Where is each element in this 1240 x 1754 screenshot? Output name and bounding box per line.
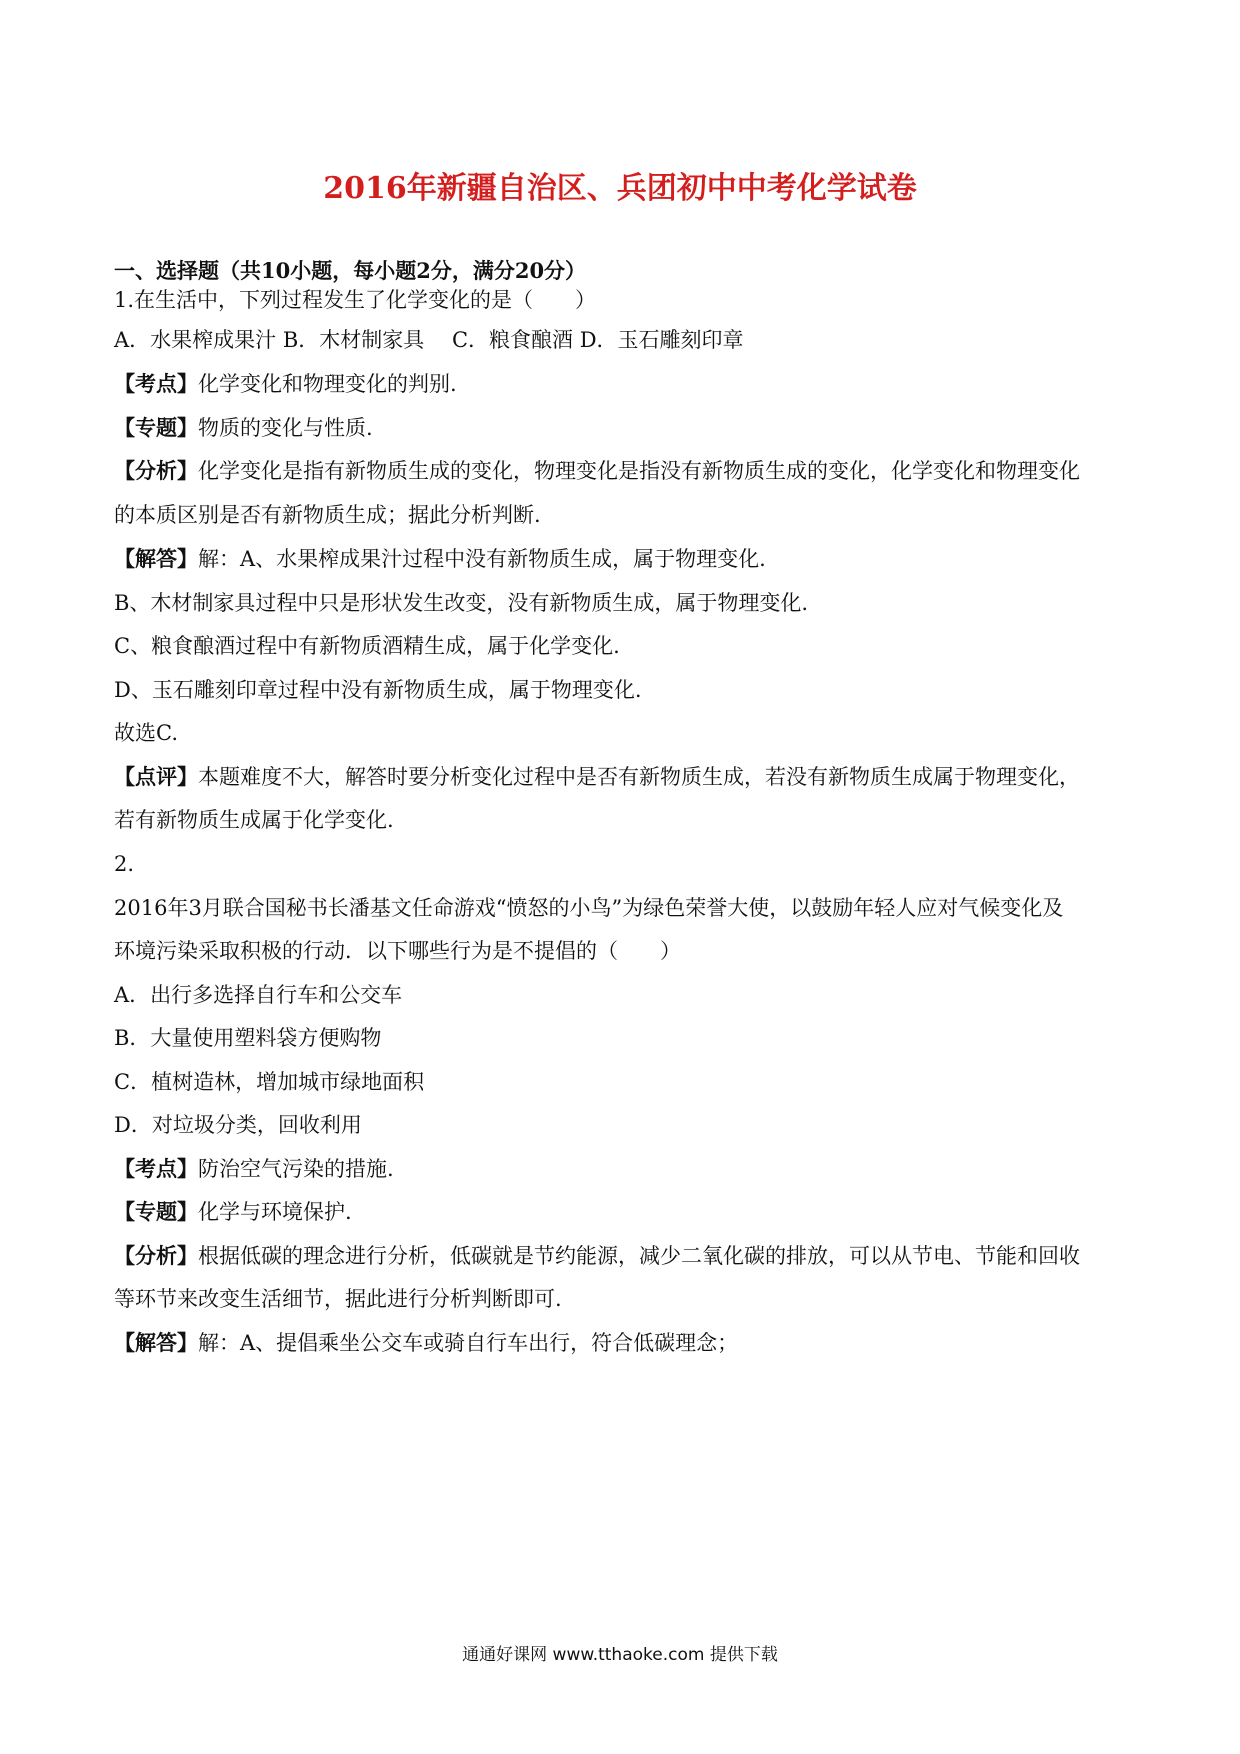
q1-jieda-d: D、玉石雕刻印章过程中没有新物质生成，属于物理变化. bbox=[114, 678, 642, 702]
q2-fenxi-cont: 等环节来改变生活细节，据此进行分析判断即可. bbox=[114, 1287, 562, 1311]
q1-stem: 1.在生活中，下列过程发生了化学变化的是（ ） bbox=[114, 288, 597, 312]
jieda-tag: 【解答】 bbox=[114, 546, 198, 571]
q2-kaodian bbox=[114, 1154, 394, 1184]
q1-answer: 故选C. bbox=[114, 721, 178, 745]
dianping-tag: 【点评】 bbox=[114, 764, 198, 789]
q1-kaodian bbox=[114, 369, 457, 399]
fenxi-text: 根据低碳的理念进行分析，低碳就是节约能源，减少二氧化碳的排放，可以从节电、节能和回收 bbox=[198, 1244, 1080, 1268]
fenxi-tag: 【分析】 bbox=[114, 1243, 198, 1268]
q2-stem-cont: 环境污染采取积极的行动．以下哪些行为是不提倡的（ ） bbox=[114, 939, 681, 963]
q2-number: 2. bbox=[114, 852, 135, 876]
jieda-text: 解：A、水果榨成果汁过程中没有新物质生成，属于物理变化. bbox=[198, 547, 766, 571]
document-title: 2016年新疆自治区、兵团初中中考化学试卷 bbox=[323, 171, 917, 206]
q2-option-b: B．大量使用塑料袋方便购物 bbox=[114, 1026, 382, 1050]
q2-zhuanti bbox=[114, 1197, 352, 1227]
jieda-tag: 【解答】 bbox=[114, 1330, 198, 1355]
kaodian-text: 防治空气污染的措施. bbox=[198, 1157, 394, 1181]
dianping-text: 本题难度不大，解答时要分析变化过程中是否有新物质生成，若没有新物质生成属于物理变化， bbox=[198, 765, 1080, 789]
q2-option-c: C．植树造林，增加城市绿地面积 bbox=[114, 1070, 425, 1094]
jieda-text: 解：A、提倡乘坐公交车或骑自行车出行，符合低碳理念； bbox=[198, 1331, 739, 1355]
kaodian-text: 化学变化和物理变化的判别. bbox=[198, 372, 457, 396]
section-heading: 一、选择题（共10小题，每小题2分，满分20分） bbox=[114, 258, 587, 283]
fenxi-text: 化学变化是指有新物质生成的变化，物理变化是指没有新物质生成的变化，化学变化和物理变化 bbox=[198, 459, 1080, 483]
q2-jieda bbox=[114, 1328, 738, 1358]
q1-dianping bbox=[114, 762, 1080, 792]
q2-option-d: D．对垃圾分类，回收利用 bbox=[114, 1113, 362, 1137]
zhuanti-text: 化学与环境保护. bbox=[198, 1200, 352, 1224]
q1-zhuanti bbox=[114, 413, 373, 443]
q1-fenxi-cont: 的本质区别是否有新物质生成；据此分析判断. bbox=[114, 503, 541, 527]
fenxi-tag: 【分析】 bbox=[114, 458, 198, 483]
q1-options: A．水果榨成果汁 B．木材制家具 C．粮食酿酒 D．玉石雕刻印章 bbox=[114, 328, 744, 352]
q2-stem: 2016年3月联合国秘书长潘基文任命游戏“愤怒的小鸟”为绿色荣誉大使，以鼓励年轻人应对气候变化及 bbox=[114, 896, 1064, 920]
q2-fenxi bbox=[114, 1241, 1080, 1271]
q1-dianping-cont: 若有新物质生成属于化学变化. bbox=[114, 808, 394, 832]
zhuanti-tag: 【专题】 bbox=[114, 415, 198, 440]
q1-jieda bbox=[114, 544, 766, 574]
q2-option-a: A．出行多选择自行车和公交车 bbox=[114, 983, 403, 1007]
kaodian-tag: 【考点】 bbox=[114, 1156, 198, 1181]
q1-jieda-b: B、木材制家具过程中只是形状发生改变，没有新物质生成，属于物理变化. bbox=[114, 591, 809, 615]
page-footer: 通通好课网 www.tthaoke.com 提供下载 bbox=[462, 1645, 778, 1665]
kaodian-tag: 【考点】 bbox=[114, 371, 198, 396]
q1-fenxi bbox=[114, 456, 1080, 486]
zhuanti-tag: 【专题】 bbox=[114, 1199, 198, 1224]
zhuanti-text: 物质的变化与性质. bbox=[198, 416, 373, 440]
q1-jieda-c: C、粮食酿酒过程中有新物质酒精生成，属于化学变化. bbox=[114, 634, 620, 658]
